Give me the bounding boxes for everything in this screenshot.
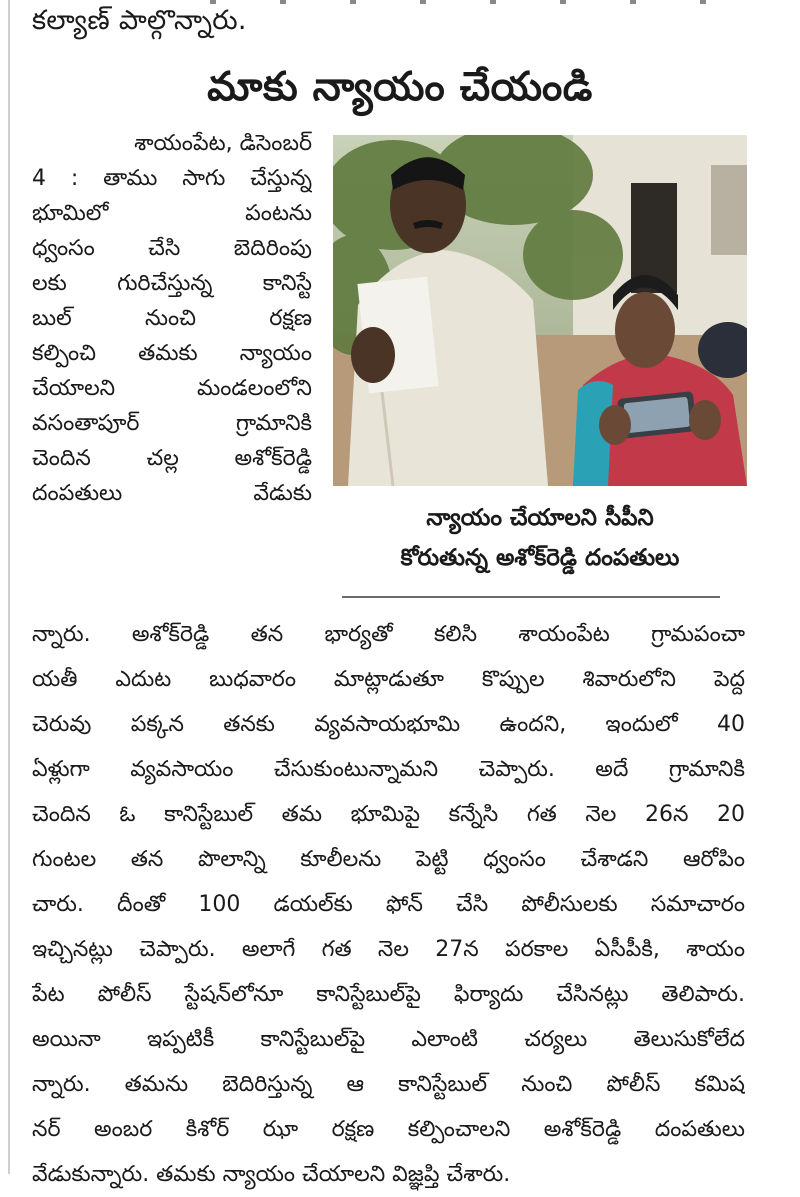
body-line: అయినా ఇప్పటికీ కానిస్టేబుల్‌పై ఎలాంటి చర్యలు తెలుసుకోలేద	[32, 1027, 745, 1052]
news-photo	[333, 135, 747, 486]
body-line: ధ్వంసం చేసి బెదిరింపు	[32, 236, 312, 261]
body-line: వేడుకున్నారు. తమకు న్యాయం చేయాలని విజ్ఞప్తి చేశారు.	[32, 1162, 511, 1187]
body-line: చెందిన ఓ కానిస్టేబుల్ తమ భూమిపై కన్నేసి గత నెల 26న 20	[32, 802, 745, 827]
body-line: న్నారు. అశోక్‌రెడ్డి తన భార్యతో కలిసి శాయంపేట గ్రామపంచా	[32, 622, 745, 647]
body-line: చెందిన చల్ల అశోక్‌రెడ్డి	[32, 446, 312, 471]
article-body-narrow-column	[32, 126, 312, 511]
body-line: 4 : తాము సాగు చేస్తున్న	[32, 166, 312, 191]
article-headline: మాకు న్యాయం చేయండి	[207, 64, 593, 110]
body-line: చారు. దీంతో 100 డయల్‌కు ఫోన్ చేసి పోలీసులకు సమాచారం	[32, 892, 745, 917]
body-line: వసంతాపూర్ గ్రామానికి	[32, 411, 312, 436]
body-line: యతీ ఎదుట బుధవారం మాట్లాడుతూ కొప్పుల శివారులోని పెద్ద	[32, 667, 745, 692]
body-line: చేయాలని మండలంలోని	[32, 376, 312, 401]
body-line: పేట పోలీస్ స్టేషన్‌లోనూ కానిస్టేబుల్‌పై ఫిర్యాదు చేసినట్లు తెలిపారు.	[32, 982, 745, 1007]
article-body-wide-column	[32, 612, 745, 1197]
caption-line: కోరుతున్న అశోక్‌రెడ్డి దంపతులు	[400, 545, 680, 571]
body-line: దంపతులు వేడుకు	[32, 481, 312, 506]
body-line: నర్ అంబర కిశోర్ ఝా రక్షణ కల్పించాలని అశోక్‌రెడ్డి దంపతులు	[32, 1117, 745, 1142]
body-line: బుల్ నుంచి రక్షణ	[32, 306, 312, 331]
body-line: ఇచ్చినట్లు చెప్పారు. అలాగే గత నెల 27న పరకాల ఏసీపీకి, శాయం	[32, 937, 745, 962]
body-line: లకు గురిచేస్తున్న కానిస్టే	[32, 271, 312, 296]
previous-article-last-line: కల్యాణ్ పాల్గొన్నారు.	[32, 5, 247, 36]
column-rule	[8, 0, 10, 1174]
caption-divider	[342, 596, 720, 598]
body-line: ఏళ్లుగా వ్యవసాయం చేసుకుంటున్నామని చెప్పారు. అదే గ్రామానికి	[32, 757, 745, 782]
body-line: కల్పించి తమకు న్యాయం	[32, 341, 312, 366]
body-line: భూమిలో పంటను	[32, 201, 312, 226]
photo-caption	[340, 498, 740, 578]
caption-line: న్యాయం చేయాలని సీపీని	[426, 505, 654, 531]
body-line: చెరువు పక్కన తనకు వ్యవసాయభూమి ఉందని, ఇందులో 40	[32, 712, 745, 737]
body-line: గుంటల తన పొలాన్ని కూలీలను పెట్టి ధ్వంసం చేశాడని ఆరోపిం	[32, 847, 745, 872]
body-line: న్నారు. తమను బెదిరిస్తున్న ఆ కానిస్టేబుల్ నుంచి పోలీస్ కమిష	[32, 1072, 745, 1097]
body-line: శాయంపేట, డిసెంబర్	[134, 131, 312, 156]
